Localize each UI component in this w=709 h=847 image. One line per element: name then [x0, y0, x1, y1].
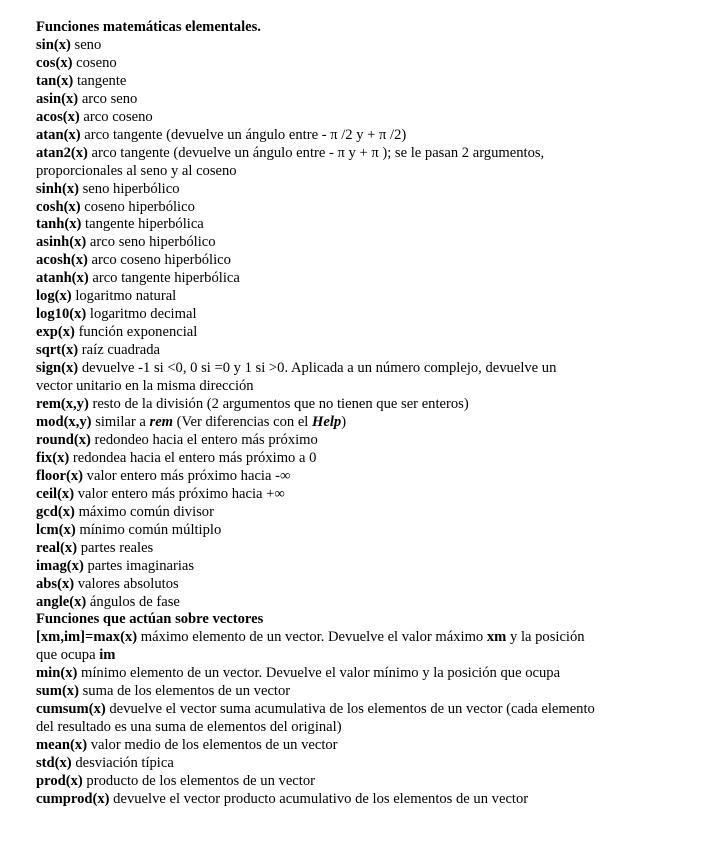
function-description: redondeo hacia el entero más próximo	[90, 431, 318, 448]
function-description: resto de la división (2 argumentos que no tienen que ser enteros)	[88, 396, 469, 413]
function-description: seno hiperbólico	[78, 180, 180, 197]
function-description: devuelve el vector producto acumulativo de los elementos de un vector	[109, 790, 529, 807]
function-name: sinh(x)	[36, 180, 79, 197]
function-entry	[36, 216, 596, 234]
function-entry	[36, 306, 596, 324]
function-description: suma de los elementos de un vector	[78, 683, 291, 700]
function-description: arco tangente hiperbólica	[88, 270, 240, 287]
function-description: ángulos de fase	[86, 593, 180, 610]
function-name: cumsum(x)	[36, 701, 106, 718]
function-description: arco coseno hiperbólico	[87, 252, 231, 269]
emphasis-xm: xm	[486, 629, 507, 646]
function-name: asin(x)	[36, 90, 79, 107]
function-description: valor entero más próximo hacia +∞	[74, 485, 285, 502]
function-name: tanh(x)	[36, 216, 82, 233]
function-entry	[36, 288, 596, 306]
function-entry	[36, 468, 596, 486]
function-description: desviación típica	[71, 755, 174, 772]
function-entry	[36, 199, 596, 217]
function-description: )	[341, 413, 347, 430]
function-name: asinh(x)	[36, 234, 87, 251]
function-name: atan(x)	[36, 126, 81, 143]
function-description: arco seno	[78, 90, 138, 107]
function-entry	[36, 450, 596, 468]
function-description: seno	[70, 36, 102, 53]
function-name: cosh(x)	[36, 198, 81, 215]
function-description: similar a	[91, 413, 150, 430]
function-entry	[36, 701, 596, 737]
function-description: y la posición que ocupa	[36, 629, 585, 664]
function-entry	[36, 791, 596, 809]
function-name: fix(x)	[36, 449, 70, 466]
function-name: mean(x)	[36, 737, 88, 754]
emphasis-rem: rem	[149, 413, 174, 430]
function-name: cumprod(x)	[36, 790, 110, 807]
function-description: (Ver diferencias con el	[173, 413, 313, 430]
function-description: tangente hiperbólica	[81, 216, 204, 233]
function-name: ceil(x)	[36, 485, 75, 502]
function-name: log10(x)	[36, 306, 87, 323]
function-name: acosh(x)	[36, 252, 88, 269]
function-entry	[36, 504, 596, 522]
function-entry	[36, 37, 596, 55]
function-entry	[36, 594, 596, 612]
function-name: acos(x)	[36, 108, 80, 125]
function-entry	[36, 91, 596, 109]
function-description: valor entero más próximo hacia -∞	[83, 467, 291, 484]
function-name: tan(x)	[36, 72, 74, 89]
function-name: exp(x)	[36, 324, 75, 341]
function-entry	[36, 360, 596, 396]
function-name: round(x)	[36, 431, 91, 448]
emphasis-im: im	[99, 647, 116, 664]
function-description: logaritmo decimal	[86, 306, 197, 323]
function-name: prod(x)	[36, 773, 83, 790]
function-entry	[36, 270, 596, 288]
function-description: arco seno hiperbólico	[86, 234, 216, 251]
function-description: función exponencial	[74, 324, 198, 341]
function-description: valor medio de los elementos de un vector	[87, 737, 338, 754]
function-entry	[36, 755, 596, 773]
function-name: rem(x,y)	[36, 396, 89, 413]
function-entry	[36, 396, 596, 414]
function-name: lcm(x)	[36, 521, 76, 538]
function-entry	[36, 683, 596, 701]
function-name: sin(x)	[36, 36, 71, 53]
function-description: máximo elemento de un vector. Devuelve el valor máximo	[137, 629, 487, 646]
function-description: valores absolutos	[74, 575, 179, 592]
function-description: redondea hacia el entero más próximo a 0	[69, 449, 317, 466]
function-name: min(x)	[36, 665, 78, 682]
function-description: coseno hiperbólico	[80, 198, 195, 215]
function-entry	[36, 145, 596, 181]
function-name: angle(x)	[36, 593, 87, 610]
function-entry	[36, 234, 596, 252]
function-name: gcd(x)	[36, 503, 75, 520]
function-entry	[36, 522, 596, 540]
function-description: coseno	[72, 54, 117, 71]
function-name: real(x)	[36, 539, 78, 556]
function-description: mínimo elemento de un vector. Devuelve el valor mínimo y la posición que ocupa	[77, 665, 561, 682]
function-entry	[36, 737, 596, 755]
function-entry	[36, 127, 596, 145]
function-name: floor(x)	[36, 467, 84, 484]
function-description: partes imaginarias	[83, 557, 195, 574]
function-description: devuelve -1 si <0, 0 si =0 y 1 si >0. Aplicada a un número complejo, devuelve un vector unitario en la misma dirección	[36, 360, 557, 395]
function-entry	[36, 73, 596, 91]
function-name: cos(x)	[36, 54, 73, 71]
function-name: atanh(x)	[36, 270, 89, 287]
function-entry	[36, 576, 596, 594]
function-description: arco coseno	[79, 108, 153, 125]
function-name: sqrt(x)	[36, 342, 79, 359]
function-entry	[36, 324, 596, 342]
function-entry-max	[36, 629, 596, 665]
function-entry	[36, 109, 596, 127]
function-entry	[36, 540, 596, 558]
function-entry-mod	[36, 414, 596, 432]
function-description: producto de los elementos de un vector	[82, 773, 315, 790]
function-description: raíz cuadrada	[78, 342, 160, 359]
function-entry	[36, 252, 596, 270]
function-entry	[36, 665, 596, 683]
function-description: logaritmo natural	[71, 288, 177, 305]
function-entry	[36, 432, 596, 450]
function-name: imag(x)	[36, 557, 84, 574]
function-entry	[36, 181, 596, 199]
function-description: devuelve el vector suma acumulativa de los elementos de un vector (cada elemento del resultado es una suma de elementos del original)	[36, 701, 595, 736]
function-description: mínimo común múltiplo	[75, 521, 222, 538]
function-entry	[36, 486, 596, 504]
function-entry	[36, 55, 596, 73]
function-entry	[36, 773, 596, 791]
document-page	[36, 19, 596, 809]
function-description: máximo común divisor	[74, 503, 214, 520]
function-description: tangente	[73, 72, 127, 89]
function-description: partes reales	[77, 539, 154, 556]
section-heading-elementary: Funciones matemáticas elementales.	[36, 19, 261, 35]
function-name: std(x)	[36, 755, 72, 772]
section-heading-vectors: Funciones que actúan sobre vectores	[36, 611, 264, 628]
function-entry	[36, 558, 596, 576]
function-name: [xm,im]=max(x)	[36, 629, 138, 646]
emphasis-help: Help	[312, 413, 342, 430]
function-name: log(x)	[36, 288, 72, 305]
function-name: mod(x,y)	[36, 413, 92, 430]
function-name: sign(x)	[36, 360, 79, 377]
function-name: atan2(x)	[36, 144, 88, 161]
function-description: arco tangente (devuelve un ángulo entre - π y + π ); se le pasan 2 argumentos, proporcionales al seno y al coseno	[36, 144, 545, 179]
function-name: abs(x)	[36, 575, 75, 592]
function-name: sum(x)	[36, 683, 79, 700]
function-entry	[36, 342, 596, 360]
function-description: arco tangente (devuelve un ángulo entre - π /2 y + π /2)	[80, 126, 407, 143]
